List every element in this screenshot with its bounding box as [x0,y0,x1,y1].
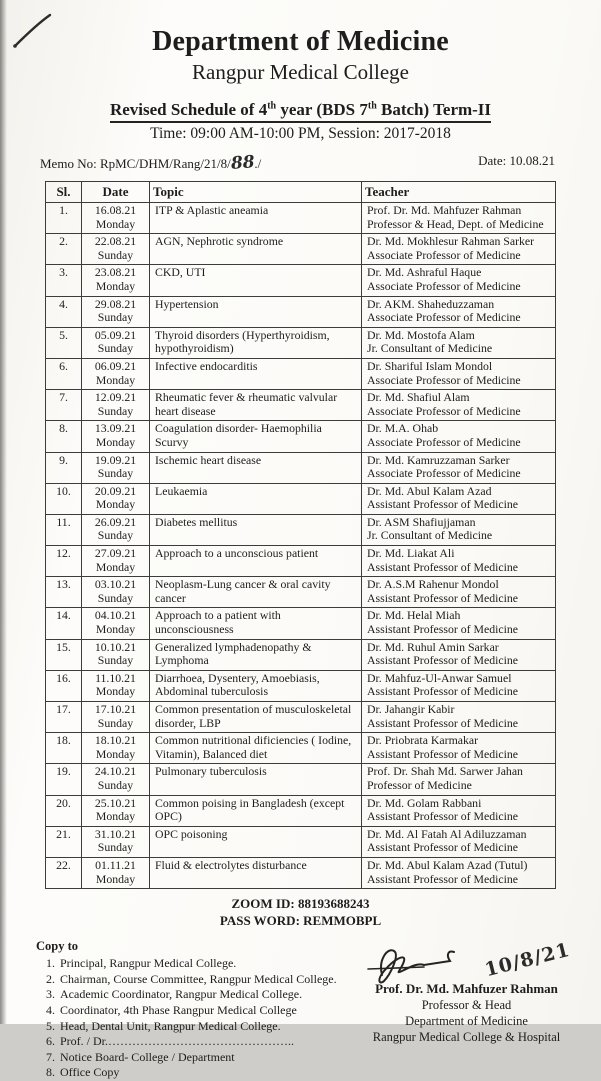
signature-handwritten-date: 10/8/21 [482,938,573,982]
cell-serial: 15. [46,639,82,670]
cell-topic: Pulmonary tuberculosis [150,764,362,795]
copy-to-title: Copy to [36,939,79,954]
cell-teacher: Dr. M.A. Ohab Associate Professor of Medicine [362,421,556,452]
table-row [46,234,556,265]
table-row [46,390,556,421]
cell-date: 12.09.21 Sunday [82,390,150,421]
cell-teacher: Prof. Dr. Shah Md. Sarwer Jahan Professor of Medicine [362,764,556,795]
cell-serial: 5. [46,327,82,358]
table-row [46,327,556,358]
cell-teacher: Dr. ASM Shafiujjaman Jr. Consultant of Medicine [362,514,556,545]
cell-teacher: Dr. Md. Ruhul Amin Sarkar Assistant Professor of Medicine [362,639,556,670]
cell-date: 18.10.21 Monday [82,733,150,764]
zoom-password-line: PASS WORD: REMMOBPL [219,912,382,928]
table-row [46,514,556,545]
cell-topic: Ischemic heart disease [150,452,362,483]
cell-teacher: Dr. Shariful Islam Mondol Associate Professor of Medicine [362,358,556,389]
cell-date: 04.10.21 Monday [82,608,150,639]
table-row [46,203,556,234]
table-row [46,826,556,857]
table-row [46,670,556,701]
cell-teacher: Dr. Jahangir Kabir Assistant Professor of Medicine [362,702,556,733]
cell-teacher: Dr. Mahfuz-Ul-Anwar Samuel Assistant Professor of Medicine [362,670,556,701]
cell-serial: 2. [46,234,82,265]
table-row [46,296,556,327]
cell-date: 06.09.21 Monday [82,358,150,389]
cell-topic: OPC poisoning [150,826,362,857]
cell-topic: CKD, UTI [150,265,362,296]
document-header [0,0,601,143]
memo-row [0,143,601,173]
signatory-designation: Professor & Head [421,998,512,1013]
cell-date: 13.09.21 Monday [82,421,150,452]
zoom-id-value: 88193688243 [297,896,370,912]
copy-to-item: 4. Coordinator, 4th Phase Rangpur Medical College [58,1003,354,1019]
table-row [46,483,556,514]
document-footer [0,929,601,1081]
cell-topic: Neoplasm-Lung cancer & oral cavity cancer [150,577,362,608]
cell-teacher: Dr. Md. Mostofa Alam Jr. Consultant of Medicine [362,327,556,358]
cell-serial: 13. [46,577,82,608]
cell-date: 01.11.21 Monday [82,857,150,888]
table-row [46,421,556,452]
cell-serial: 1. [46,203,82,234]
copy-to-item: 7. Notice Board- College / Department [58,1050,354,1066]
cell-topic: Diarrhoea, Dysentery, Amoebiasis, Abdominal tuberculosis [150,670,362,701]
copy-to-item: 1. Principal, Rangpur Medical College. [58,956,354,972]
cell-serial: 7. [46,390,82,421]
copy-to-item: 5. Head, Dental Unit, Rangpur Medical College. [58,1019,354,1035]
cell-serial: 9. [46,452,82,483]
cell-topic: Common poising in Bangladesh (except OPC) [150,795,362,826]
cell-topic: Common presentation of musculoskeletal disorder, LBP [150,702,362,733]
cell-teacher: Dr. Md. Abul Kalam Azad (Tutul) Assistant Professor of Medicine [362,857,556,888]
col-header-topic: Topic [150,182,362,203]
signatory-institution: Rangpur Medical College & Hospital [372,1030,561,1045]
cell-topic: Hypertension [150,296,362,327]
cell-serial: 3. [46,265,82,296]
cell-topic: Leukaemia [150,483,362,514]
cell-topic: Common nutritional dificiencies ( Iodine, Vitamin), Balanced diet [150,733,362,764]
cell-topic: Coagulation disorder- Haemophilia Scurvy [150,421,362,452]
table-row [46,733,556,764]
table-row [46,608,556,639]
cell-topic: Diabetes mellitus [150,514,362,545]
copy-to-item: 6. Prof. / Dr.……………………………………….. [58,1034,354,1050]
zoom-password-value: REMMOBPL [303,912,382,928]
cell-teacher: Dr. Md. Kamruzzaman Sarker Associate Professor of Medicine [362,452,556,483]
memo-number: Memo No: RpMC/DHM/Rang/21/8/88./ [40,152,262,174]
table-row [46,795,556,826]
cell-serial: 17. [46,702,82,733]
cell-topic: Thyroid disorders (Hyperthyroidism, hypothyroidism) [150,327,362,358]
cell-date: 25.10.21 Monday [82,795,150,826]
cell-topic: Rheumatic fever & rheumatic valvular heart disease [150,390,362,421]
cell-serial: 12. [46,546,82,577]
cell-topic: Approach to a unconscious patient [150,546,362,577]
cell-serial: 11. [46,514,82,545]
time-session-line: Time: 09:00 AM-10:00 PM, Session: 2017-2018 [150,125,451,142]
cell-date: 19.09.21 Sunday [82,452,150,483]
cell-date: 27.09.21 Monday [82,546,150,577]
cell-date: 20.09.21 Monday [82,483,150,514]
cell-serial: 21. [46,826,82,857]
cell-serial: 8. [46,421,82,452]
schedule-table-body [46,203,556,889]
cell-serial: 18. [46,733,82,764]
col-header-date: Date [82,182,150,203]
cell-date: 22.08.21 Sunday [82,234,150,265]
cell-date: 26.09.21 Sunday [82,514,150,545]
cell-teacher: Dr. Priobrata Karmakar Assistant Professor of Medicine [362,733,556,764]
cell-serial: 6. [46,358,82,389]
signatory-department: Department of Medicine [405,1014,528,1029]
cell-teacher: Dr. Md. Golam Rabbani Assistant Professor of Medicine [362,795,556,826]
table-row [46,857,556,888]
cell-serial: 22. [46,857,82,888]
cell-date: 16.08.21 Monday [82,203,150,234]
cell-date: 24.10.21 Sunday [82,764,150,795]
cell-date: 03.10.21 Sunday [82,577,150,608]
schedule-table-head [46,182,556,203]
table-row [46,702,556,733]
cell-topic: ITP & Aplastic aneamia [150,203,362,234]
cell-teacher: Dr. Md. Mokhlesur Rahman Sarker Associate Professor of Medicine [362,234,556,265]
cell-teacher: Dr. AKM. Shaheduzzaman Associate Professor of Medicine [362,296,556,327]
cell-date: 23.08.21 Monday [82,265,150,296]
page-subtitle: Rangpur Medical College [192,60,409,84]
cell-date: 29.08.21 Sunday [82,296,150,327]
cell-topic: Approach to a patient with unconsciousness [150,608,362,639]
cell-teacher: Dr. A.S.M Rahenur Mondol Assistant Professor of Medicine [362,577,556,608]
zoom-credentials [0,896,601,929]
cell-date: 10.10.21 Sunday [82,639,150,670]
copy-to-list [36,956,354,1081]
cell-teacher: Prof. Dr. Md. Mahfuzer Rahman Professor & Head, Dept. of Medicine [362,203,556,234]
cell-teacher: Dr. Md. Helal Miah Assistant Professor of Medicine [362,608,556,639]
cell-teacher: Dr. Md. Abul Kalam Azad Assistant Professor of Medicine [362,483,556,514]
col-header-sl: Sl. [46,182,82,203]
schedule-title: Revised Schedule of 4th year (BDS 7th Batch) Term-II [110,100,491,123]
cell-teacher: Dr. Md. Shafiul Alam Associate Professor of Medicine [362,390,556,421]
cell-serial: 14. [46,608,82,639]
cell-date: 11.10.21 Monday [82,670,150,701]
memo-handwritten-number: 88 [230,152,256,174]
header-row [46,182,556,203]
signatory-name: Prof. Dr. Md. Mahfuzer Rahman [375,981,558,997]
zoom-id-line: ZOOM ID: 88193688243 [231,896,370,912]
cell-topic: Generalized lymphadenopathy & Lymphoma [150,639,362,670]
table-row [46,546,556,577]
page-title: Department of Medicine [152,26,449,57]
cell-topic: AGN, Nephrotic syndrome [150,234,362,265]
table-row [46,764,556,795]
col-header-teacher: Teacher [362,182,556,203]
copy-to-item: 8. Office Copy [58,1065,354,1081]
cell-date: 31.10.21 Sunday [82,826,150,857]
cell-date: 17.10.21 Sunday [82,702,150,733]
table-row [46,577,556,608]
cell-teacher: Dr. Md. Ashraful Haque Associate Professor of Medicine [362,265,556,296]
cell-date: 05.09.21 Sunday [82,327,150,358]
cell-serial: 10. [46,483,82,514]
cell-teacher: Dr. Md. Al Fatah Al Adiluzzaman Assistant Professor of Medicine [362,826,556,857]
cell-serial: 4. [46,296,82,327]
cell-serial: 20. [46,795,82,826]
pen-mark-icon [8,6,60,54]
table-row [46,452,556,483]
schedule-table [45,181,556,889]
table-row [46,639,556,670]
cell-topic: Fluid & electrolytes disturbance [150,857,362,888]
table-row [46,265,556,296]
signature-art [354,938,579,987]
copy-to-item: 3. Academic Coordinator, Rangpur Medical College. [58,987,354,1003]
table-row [46,358,556,389]
memo-date: Date: 10.08.21 [478,153,555,168]
cell-topic: Infective endocarditis [150,358,362,389]
cell-serial: 16. [46,670,82,701]
cell-teacher: Dr. Md. Liakat Ali Assistant Professor of Medicine [362,546,556,577]
copy-to-section [36,939,354,1081]
copy-to-item: 2. Chairman, Course Committee, Rangpur Medical College. [58,972,354,988]
signature-block [354,939,579,1081]
cell-serial: 19. [46,764,82,795]
